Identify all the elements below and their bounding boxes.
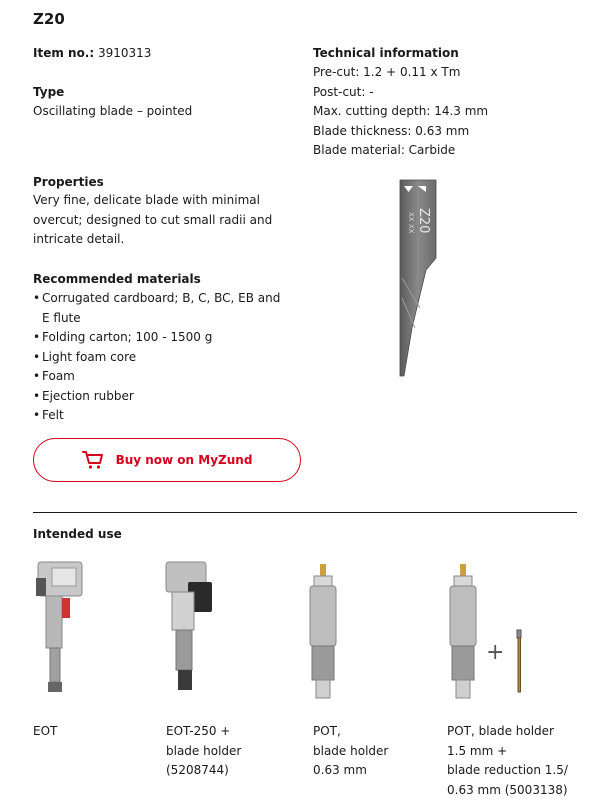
type-heading: Type	[33, 85, 65, 99]
section-divider	[33, 512, 577, 513]
list-item: • Folding carton; 100 - 1500 g	[33, 328, 283, 348]
properties-line: Very fine, delicate blade with minimal	[33, 193, 260, 207]
tech-line: Post-cut: -	[313, 84, 374, 99]
tech-line: Max. cutting depth: 14.3 mm	[313, 104, 489, 118]
list-item: • Corrugated cardboard; B, C, BC, EB and E flute	[33, 289, 283, 328]
caption-line: blade holder	[166, 743, 242, 758]
buy-button[interactable]	[33, 438, 301, 482]
tool-caption-eot	[33, 722, 57, 742]
caption-line: (5208744)	[166, 763, 229, 777]
blade-label: Z20	[416, 208, 431, 234]
tool-caption-pot	[313, 722, 388, 781]
list-item: • Ejection rubber	[33, 387, 283, 407]
plus-sign: +	[486, 640, 505, 665]
caption-line: 1.5 mm +	[447, 743, 508, 758]
tool-caption-pot-holder	[447, 722, 568, 800]
properties-line: intricate detail.	[33, 232, 125, 246]
intended-use-heading: Intended use	[33, 527, 122, 541]
item-number	[33, 46, 151, 60]
pot-holder-tool-image	[440, 562, 490, 702]
caption-line: EOT-250 +	[166, 724, 231, 738]
materials-list	[33, 289, 283, 426]
properties-heading: Properties	[33, 175, 104, 189]
list-item: • Light foam core	[33, 348, 283, 368]
tech-line: Pre-cut: 1.2 + 0.11 x Tm	[313, 65, 461, 79]
caption-line: 0.63 mm (5003138)	[447, 782, 568, 797]
blade-reduction-image	[512, 628, 526, 694]
eot-250-tool-image	[162, 558, 222, 698]
item-number-value: 3910313	[98, 46, 152, 60]
caption-line: blade holder	[313, 743, 389, 758]
tech-line: Blade thickness: 0.63 mm	[313, 123, 470, 138]
properties-line: overcut; designed to cut small radii and	[33, 212, 273, 227]
buy-button-label: Buy now on MyZund	[115, 453, 253, 467]
page-title: Z20	[33, 10, 65, 28]
materials-heading: Recommended materials	[33, 272, 201, 286]
caption-line: POT,	[313, 724, 341, 738]
caption-line: POT, blade holder	[447, 724, 554, 738]
caption-line: 0.63 mm	[313, 763, 367, 777]
cart-icon	[82, 450, 104, 470]
caption-line: EOT	[33, 724, 58, 738]
blade-code: XX XX	[407, 212, 415, 234]
tech-list	[313, 63, 488, 161]
eot-tool-image	[30, 558, 90, 698]
properties-text	[33, 191, 272, 250]
caption-line: blade reduction 1.5/	[447, 763, 568, 777]
list-item: • Felt	[33, 406, 283, 426]
type-value: Oscillating blade – pointed	[33, 104, 193, 118]
tech-heading: Technical information	[313, 46, 459, 60]
tool-caption-eot-250	[166, 722, 241, 781]
pot-tool-image	[300, 562, 350, 702]
item-number-label: Item no.:	[33, 46, 95, 60]
tech-line: Blade material: Carbide	[313, 143, 456, 157]
list-item: • Foam	[33, 367, 283, 387]
blade-image	[390, 178, 450, 378]
